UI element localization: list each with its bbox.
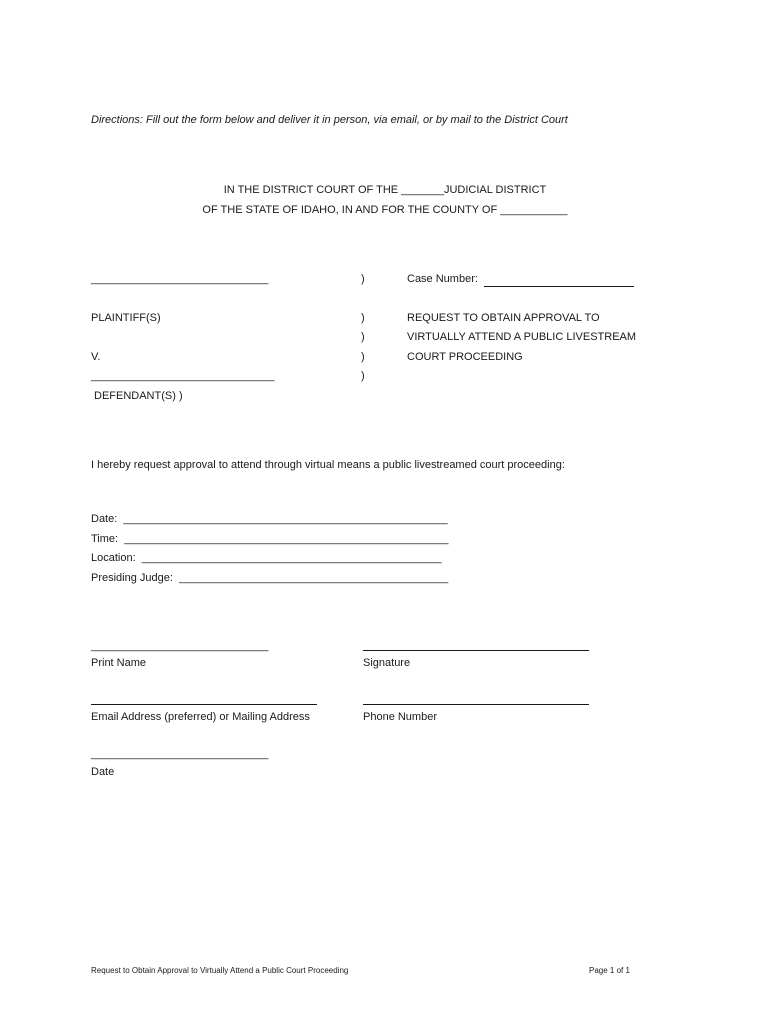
- defendant-label: DEFENDANT(S) ): [94, 390, 183, 402]
- presiding-judge-field[interactable]: ____________________________________________: [179, 572, 449, 584]
- hearing-location-label: Location:: [91, 552, 136, 564]
- case-number-label: Case Number:: [407, 273, 478, 285]
- versus-label: V.: [91, 351, 101, 363]
- email-address-field[interactable]: [91, 704, 317, 705]
- caption-paren: ): [361, 370, 365, 382]
- hearing-time-label: Time:: [91, 533, 119, 545]
- hearing-location-row: [91, 552, 442, 564]
- directions-text: Directions: Fill out the form below and deliver it in person, via email, or by mail to the District Court: [91, 114, 568, 126]
- email-address-label: Email Address (preferred) or Mailing Address: [91, 711, 310, 723]
- hearing-location-field[interactable]: _________________________________________________: [141, 552, 442, 564]
- case-number-field[interactable]: [484, 286, 634, 287]
- request-title-line-1: REQUEST TO OBTAIN APPROVAL TO: [407, 312, 600, 324]
- caption-paren: ): [361, 273, 365, 285]
- plaintiff-label: PLAINTIFF(S): [91, 312, 161, 324]
- hearing-time-field[interactable]: _____________________________________________________: [124, 533, 449, 545]
- caption-paren: ): [361, 331, 365, 343]
- caption-paren: ): [361, 312, 365, 324]
- hearing-date-label: Date:: [91, 513, 118, 525]
- hearing-time-row: [91, 533, 448, 545]
- print-name-label: Print Name: [91, 657, 147, 669]
- footer-page-number: Page 1 of 1: [589, 966, 630, 975]
- presiding-judge-label: Presiding Judge:: [91, 572, 173, 584]
- request-title-line-2: VIRTUALLY ATTEND A PUBLIC LIVESTREAM: [407, 331, 637, 343]
- date-field[interactable]: _____________________________: [91, 748, 269, 760]
- request-title-line-3: COURT PROCEEDING: [407, 351, 523, 363]
- footer-title: Request to Obtain Approval to Virtually Attend a Public Court Proceeding: [91, 966, 349, 975]
- court-caption-line-1: IN THE DISTRICT COURT OF THE _______JUDICIAL DISTRICT: [223, 184, 547, 196]
- plaintiff-name-blank[interactable]: _____________________________: [91, 273, 269, 285]
- signature-label: Signature: [363, 657, 411, 669]
- request-statement: I hereby request approval to attend through virtual means a public livestreamed court proceeding:: [91, 459, 565, 471]
- caption-paren: ): [361, 351, 365, 363]
- signature-field[interactable]: [363, 650, 589, 651]
- hearing-date-row: [91, 513, 448, 525]
- court-caption-line-2: OF THE STATE OF IDAHO, IN AND FOR THE COUNTY OF ___________: [202, 204, 568, 216]
- defendant-name-blank[interactable]: ______________________________: [91, 370, 275, 382]
- hearing-date-field[interactable]: _____________________________________________________: [123, 513, 448, 525]
- print-name-field[interactable]: _____________________________: [91, 640, 269, 652]
- phone-number-label: Phone Number: [363, 711, 437, 723]
- phone-number-field[interactable]: [363, 704, 589, 705]
- presiding-judge-row: [91, 572, 448, 584]
- date-label: Date: [91, 766, 115, 778]
